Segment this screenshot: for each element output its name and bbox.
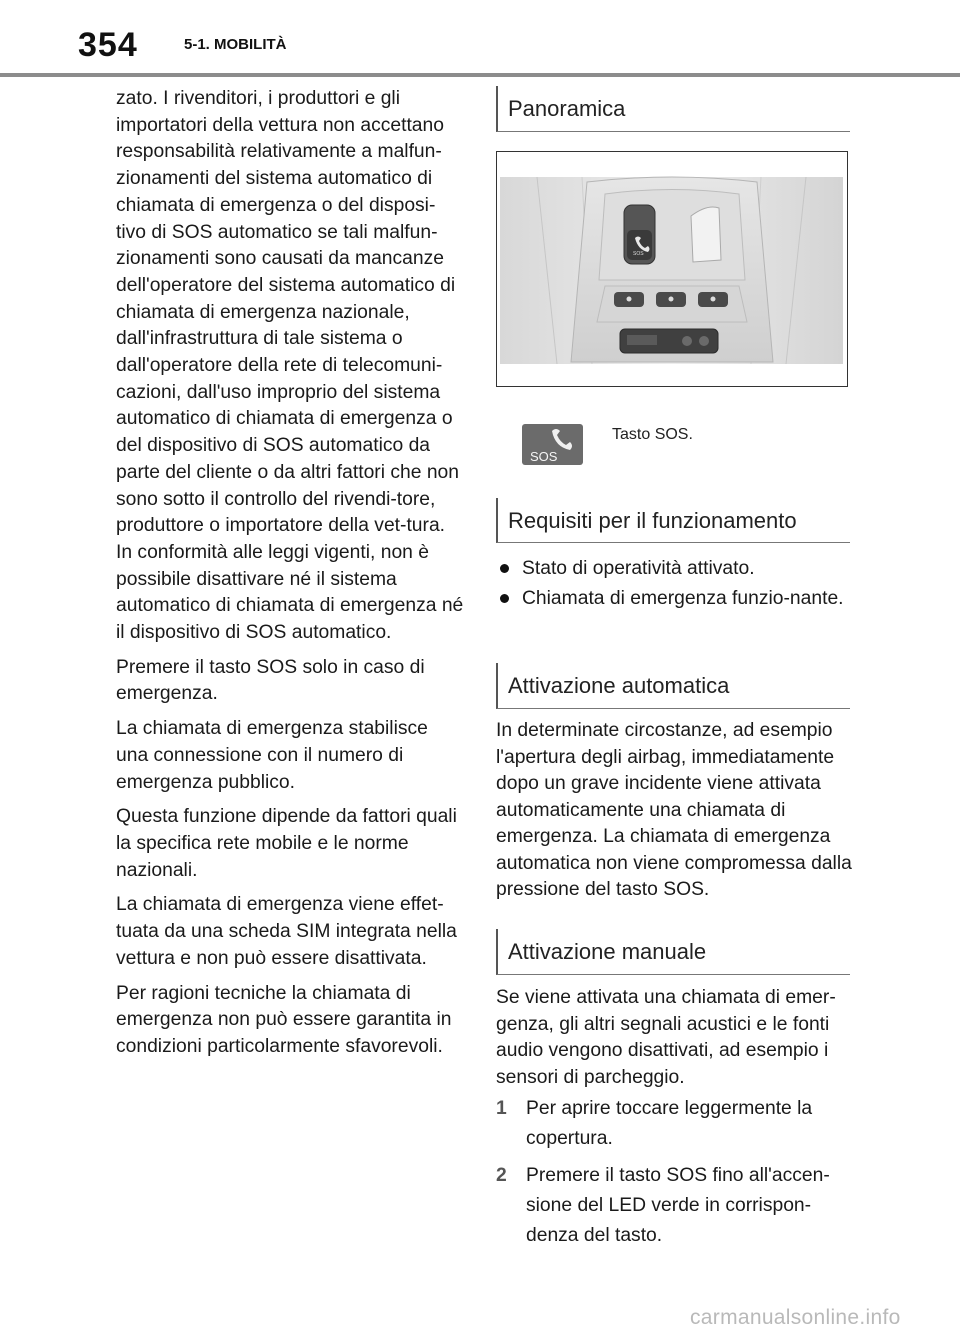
step-text: Per aprire toccare leggermente la copertura. [526, 1098, 813, 1149]
heading-attivazione-automatica: Attivazione automatica [496, 663, 850, 709]
sos-key-icon [522, 424, 583, 465]
heading-requisiti: Requisiti per il funzionamento [496, 498, 850, 543]
bullet-icon [500, 594, 509, 603]
overhead-console-illustration [497, 152, 846, 385]
paragraph: Per ragioni tecniche la chiamata di emergenza non può essere garantita in condizioni particolarmente sfavorevoli. [116, 982, 452, 1057]
paragraph: zato. I rivenditori, i produttori e gli importatori della vettura non accettano responsabilità relativamente a malfun-zionamenti del sistema automatico di chiamata di emergenza o del disposi-tivo di SOS automatico se tali malfun-zionamenti sono causati da mancanze dell'operatore del sistema automatico di chiamata di emergenza nazionale, dall'infrastruttura di tale sistema o dall'operatore della rete di telecomuni-cazioni, dall'uso improprio del sistema automatico di chiamata di emergenza o del dispositivo di SOS automatico da parte del cliente o da altri fattori che non sono sotto il controllo del rivendi-tore, produttore o importatore della vet-tura. In conformità alle leggi vigenti, non è possibile disattivare né il sistema automatico di chiamata di emergenza né il dispositivo di SOS automatico. [116, 88, 464, 644]
paragraph: La chiamata di emergenza stabilisce una connessione con il numero di emergenza pubblico. [116, 718, 428, 793]
sos-key-caption: Tasto SOS. [612, 426, 693, 443]
page-number: 354 [78, 26, 138, 64]
section-title: 5-1. MOBILITÀ [184, 36, 287, 53]
paragraph: Se viene attivata una chiamata di emer-genza, gli altri segnali acustici e le fonti audio vengono disattivati, ad esempio i sensori di parcheggio. [496, 987, 836, 1088]
list-item-text: Chiamata di emergenza funzio-nante. [522, 588, 844, 609]
sos-panel-figure [496, 151, 848, 387]
paragraph: In determinate circostanze, ad esempio l'apertura degli airbag, immediatamente dopo un grave incidente viene attivata automaticamente una chiamata di emergenza. La chiamata di emergenza automatica non viene compromessa dalla pressione del tasto SOS. [496, 720, 852, 900]
paragraph: La chiamata di emergenza viene effet-tuata da una scheda SIM integrata nella vettura e non può essere disattivata. [116, 894, 457, 969]
automatic-text-block [496, 718, 852, 904]
step-number: 2 [496, 1165, 507, 1186]
page-header [0, 0, 960, 78]
header-divider [0, 73, 960, 77]
heading-panoramica: Panoramica [496, 86, 850, 132]
step-item [496, 1161, 846, 1251]
sos-button-label: SOS [633, 251, 644, 257]
paragraph: Questa funzione dipende da fattori quali la specifica rete mobile e le norme nazionali. [116, 806, 457, 881]
step-item [496, 1094, 846, 1154]
sos-key-label: SOS [530, 449, 558, 464]
list-item-text: Stato di operatività attivato. [522, 558, 755, 579]
step-text: Premere il tasto SOS fino all'accen-sione del LED verde in corrispon-denza del tasto. [526, 1165, 830, 1246]
watermark: carmanualsonline.info [690, 1306, 901, 1329]
manual-text-block [496, 985, 852, 1091]
bullet-icon [500, 564, 509, 573]
heading-attivazione-manuale: Attivazione manuale [496, 929, 850, 975]
paragraph: Premere il tasto SOS solo in caso di emergenza. [116, 656, 425, 705]
step-number: 1 [496, 1098, 507, 1119]
list-item [496, 555, 846, 582]
left-column [116, 86, 464, 1069]
list-item [496, 585, 846, 612]
